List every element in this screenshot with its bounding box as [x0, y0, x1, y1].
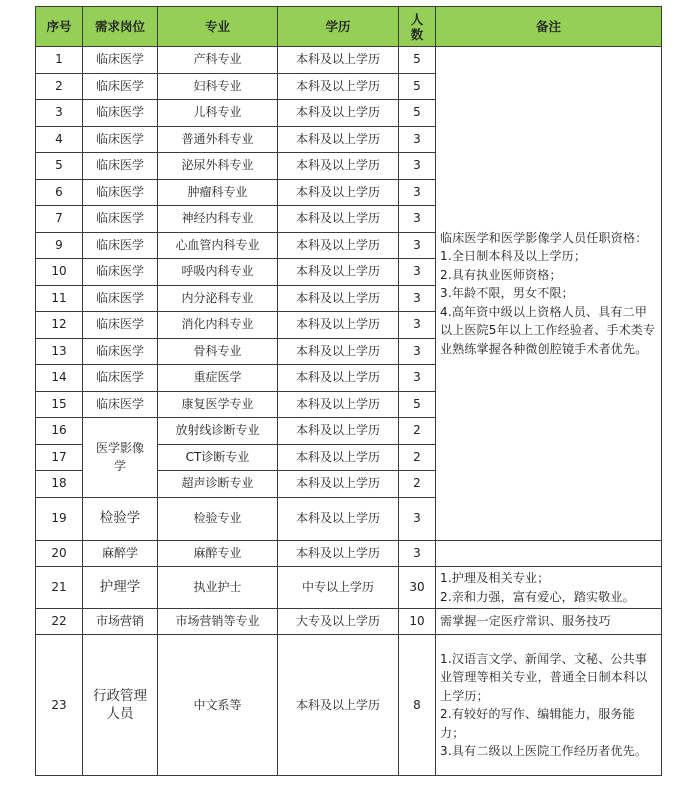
cell-major: 内分泌科专业	[158, 285, 278, 312]
cell-count: 3	[399, 540, 436, 567]
cell-education: 本科及以上学历	[278, 179, 399, 206]
cell-count: 3	[399, 338, 436, 365]
cell-count: 3	[399, 365, 436, 392]
note-clinical-item: 1.全日制本科及以上学历；	[440, 249, 587, 263]
cell-education: 本科及以上学历	[278, 391, 399, 418]
cell-education: 本科及以上学历	[278, 540, 399, 567]
cell-count: 3	[399, 497, 436, 540]
note-marketing: 需掌握一定医疗常识、服务技巧	[436, 609, 662, 635]
cell-seq: 3	[36, 100, 83, 127]
cell-post: 护理学	[83, 567, 158, 609]
note-clinical	[436, 47, 662, 541]
cell-post: 医学影像学	[83, 418, 158, 498]
cell-education: 中专以上学历	[278, 567, 399, 609]
cell-count: 3	[399, 153, 436, 180]
cell-count: 10	[399, 609, 436, 635]
cell-post: 临床医学	[83, 100, 158, 127]
cell-major: 市场营销等专业	[158, 609, 278, 635]
cell-count: 2	[399, 418, 436, 445]
cell-major: 重症医学	[158, 365, 278, 392]
note-nursing-item: 2.亲和力强，富有爱心，踏实敬业。	[440, 589, 635, 604]
cell-seq: 14	[36, 365, 83, 392]
cell-education: 本科及以上学历	[278, 153, 399, 180]
cell-count: 2	[399, 444, 436, 471]
cell-seq: 23	[36, 635, 83, 776]
cell-count: 5	[399, 73, 436, 100]
cell-education: 本科及以上学历	[278, 232, 399, 259]
cell-seq: 2	[36, 73, 83, 100]
cell-major: CT诊断专业	[158, 444, 278, 471]
note-nursing-item: 1.护理及相关专业；	[440, 571, 550, 585]
cell-seq: 18	[36, 471, 83, 498]
cell-count: 3	[399, 206, 436, 233]
cell-education: 本科及以上学历	[278, 100, 399, 127]
cell-education: 本科及以上学历	[278, 259, 399, 286]
cell-major: 麻醉专业	[158, 540, 278, 567]
cell-count: 3	[399, 285, 436, 312]
cell-major: 产科专业	[158, 47, 278, 74]
cell-major: 心血管内科专业	[158, 232, 278, 259]
cell-post: 临床医学	[83, 338, 158, 365]
header-seq: 序号	[36, 7, 83, 47]
cell-education: 本科及以上学历	[278, 471, 399, 498]
cell-post: 临床医学	[83, 391, 158, 418]
note-admin-item: 3.具有二级以上医院工作经历者优先。	[440, 744, 648, 758]
cell-education: 本科及以上学历	[278, 126, 399, 153]
cell-post: 临床医学	[83, 285, 158, 312]
cell-seq: 1	[36, 47, 83, 74]
header-education: 学历	[278, 7, 399, 47]
cell-education: 本科及以上学历	[278, 47, 399, 74]
cell-count: 3	[399, 232, 436, 259]
cell-post: 检验学	[83, 497, 158, 540]
cell-seq: 7	[36, 206, 83, 233]
cell-post: 临床医学	[83, 232, 158, 259]
cell-count: 5	[399, 391, 436, 418]
cell-seq: 6	[36, 179, 83, 206]
cell-seq: 16	[36, 418, 83, 445]
cell-major: 检验专业	[158, 497, 278, 540]
note-admin-item: 1.汉语言文学、新闻学、文秘、公共事业管理等相关专业，普通全日制本科以上学历；	[440, 651, 648, 703]
cell-major: 骨科专业	[158, 338, 278, 365]
cell-major: 儿科专业	[158, 100, 278, 127]
cell-education: 本科及以上学历	[278, 444, 399, 471]
cell-major: 泌尿外科专业	[158, 153, 278, 180]
header-post: 需求岗位	[83, 7, 158, 47]
cell-major: 消化内科专业	[158, 312, 278, 339]
cell-post: 临床医学	[83, 206, 158, 233]
cell-post: 行政管理人员	[83, 635, 158, 776]
table-row	[36, 47, 662, 74]
header-count: 人 数	[399, 7, 436, 47]
cell-major: 康复医学专业	[158, 391, 278, 418]
cell-count: 3	[399, 126, 436, 153]
cell-seq: 5	[36, 153, 83, 180]
cell-major: 妇科专业	[158, 73, 278, 100]
cell-education: 本科及以上学历	[278, 338, 399, 365]
cell-education: 本科及以上学历	[278, 206, 399, 233]
cell-seq: 21	[36, 567, 83, 609]
note-admin-item: 2.有较好的写作、编辑能力，服务能力；	[440, 707, 635, 740]
cell-post: 麻醉学	[83, 540, 158, 567]
cell-post: 临床医学	[83, 259, 158, 286]
cell-seq: 22	[36, 609, 83, 635]
cell-seq: 20	[36, 540, 83, 567]
cell-count: 30	[399, 567, 436, 609]
cell-count: 2	[399, 471, 436, 498]
cell-major: 中文系等	[158, 635, 278, 776]
cell-education: 本科及以上学历	[278, 285, 399, 312]
note-clinical-title: 临床医学和医学影像学人员任职资格：	[440, 230, 648, 245]
cell-education: 本科及以上学历	[278, 312, 399, 339]
cell-major: 放射线诊断专业	[158, 418, 278, 445]
cell-major: 执业护士	[158, 567, 278, 609]
cell-post: 临床医学	[83, 312, 158, 339]
cell-count: 3	[399, 259, 436, 286]
cell-education: 本科及以上学历	[278, 73, 399, 100]
recruitment-table	[35, 6, 662, 776]
cell-seq: 4	[36, 126, 83, 153]
table-row	[36, 635, 662, 776]
cell-post: 临床医学	[83, 365, 158, 392]
cell-education: 大专及以上学历	[278, 609, 399, 635]
cell-seq: 19	[36, 497, 83, 540]
cell-major: 神经内科专业	[158, 206, 278, 233]
cell-post: 临床医学	[83, 179, 158, 206]
cell-count: 5	[399, 47, 436, 74]
cell-education: 本科及以上学历	[278, 497, 399, 540]
table-row	[36, 567, 662, 609]
cell-seq: 15	[36, 391, 83, 418]
cell-post: 临床医学	[83, 153, 158, 180]
cell-education: 本科及以上学历	[278, 365, 399, 392]
note-clinical-item: 3.年龄不限，男女不限；	[440, 286, 574, 300]
cell-seq: 9	[36, 232, 83, 259]
cell-major: 呼吸内科专业	[158, 259, 278, 286]
cell-post: 市场营销	[83, 609, 158, 635]
note-clinical-item: 4.高年资中级以上资格人员、具有二甲以上医院5年以上工作经验者、手术类专业熟练掌握各种微创腔镜手术者优先。	[440, 304, 656, 356]
table-row	[36, 609, 662, 635]
cell-count: 5	[399, 100, 436, 127]
cell-count: 3	[399, 312, 436, 339]
cell-count: 3	[399, 179, 436, 206]
cell-major: 普通外科专业	[158, 126, 278, 153]
cell-post: 临床医学	[83, 126, 158, 153]
cell-seq: 10	[36, 259, 83, 286]
table-row	[36, 540, 662, 567]
cell-seq: 12	[36, 312, 83, 339]
cell-education: 本科及以上学历	[278, 418, 399, 445]
cell-education: 本科及以上学历	[278, 635, 399, 776]
note-clinical-item: 2.具有执业医师资格；	[440, 267, 562, 282]
header-row	[36, 7, 662, 47]
header-note: 备注	[436, 7, 662, 47]
cell-major: 肿瘤科专业	[158, 179, 278, 206]
note-nursing	[436, 567, 662, 609]
cell-post: 临床医学	[83, 47, 158, 74]
note-admin	[436, 635, 662, 776]
cell-post: 临床医学	[83, 73, 158, 100]
cell-count: 8	[399, 635, 436, 776]
note-empty	[436, 540, 662, 567]
cell-seq: 17	[36, 444, 83, 471]
cell-seq: 13	[36, 338, 83, 365]
header-major: 专业	[158, 7, 278, 47]
cell-seq: 11	[36, 285, 83, 312]
cell-major: 超声诊断专业	[158, 471, 278, 498]
